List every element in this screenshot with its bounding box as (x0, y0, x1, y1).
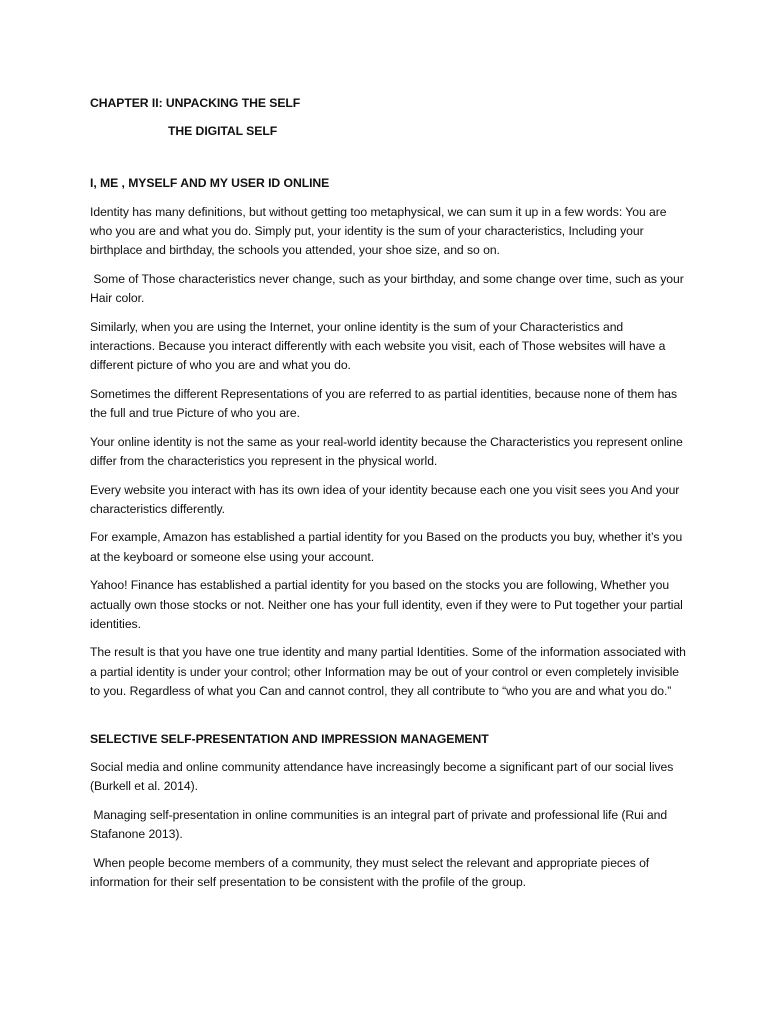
paragraph-amazon-example: For example, Amazon has established a partial identity for you Based on the products you buy, whether it’s you at the keyboard or someone else using your account. (90, 530, 683, 564)
paragraph-characteristics (90, 270, 690, 308)
paragraph-partial-identities: Sometimes the different Representations of you are referred to as partial identities, because none of them has the full and true Picture of who you are. (90, 386, 678, 420)
paragraph-community-members-text: When people become members of a community, they must select the relevant and appropriate pieces of information for their self presentation to be consistent with the profile of the group. (90, 856, 650, 890)
paragraph-managing-self-presentation-text: Managing self-presentation in online communities is an integral part of private and professional life (Rui and Stafanone 2013). (90, 808, 668, 842)
paragraph-yahoo-example: Yahoo! Finance has established a partial identity for you based on the stocks you are following, Whether you actually own those stocks or not. Neither one has your full identity, even if they were to Put together your partial identities. (90, 578, 683, 631)
section-heading-self-presentation: SELECTIVE SELF-PRESENTATION AND IMPRESSION MANAGEMENT (90, 732, 489, 747)
paragraph-social-media: Social media and online community attendance have increasingly become a significant part of our social lives (Burkell et al. 2014). (90, 760, 674, 794)
document-body (90, 94, 690, 902)
paragraph-website-idea: Every website you interact with has its own idea of your identity because each one you visit sees you And your characteristics differently. (90, 482, 680, 516)
paragraph-real-world-identity: Your online identity is not the same as your real-world identity because the Characteristics you represent online differ from the characteristics you represent in the physical world. (90, 434, 683, 468)
paragraph-managing-self-presentation (90, 806, 690, 844)
paragraph-community-members (90, 854, 690, 892)
paragraph-online-identity: Similarly, when you are using the Internet, your online identity is the sum of your Characteristics and interactions. Because you interact differently with each website you visit, each of Those websites will have a different picture of who you are and what you do. (90, 319, 666, 373)
paragraph-result: The result is that you have one true identity and many partial Identities. Some of the information associated with a partial identity is under your control; other Information may be out of your control or even completely invisible to you. Regardless of what you Can and cannot control, they all contribute to “who you are and what you do.” (90, 645, 686, 698)
chapter-title: CHAPTER II: UNPACKING THE SELF (90, 96, 301, 110)
section-subtitle: THE DIGITAL SELF (168, 124, 278, 139)
paragraph-characteristics-text: Some of Those characteristics never change, such as your birthday, and some change over time, such as your Hair color. (90, 271, 684, 305)
section-heading-identity: I, ME , MYSELF AND MY USER ID ONLINE (90, 176, 330, 191)
paragraph-identity-definition: Identity has many definitions, but without getting too metaphysical, we can sum it up in a few words: You are who you are and what you do. Simply put, your identity is the sum of your characteristics, Including your birthplace and birthday, the schools you attended, your shoe size, and so on. (90, 204, 667, 258)
